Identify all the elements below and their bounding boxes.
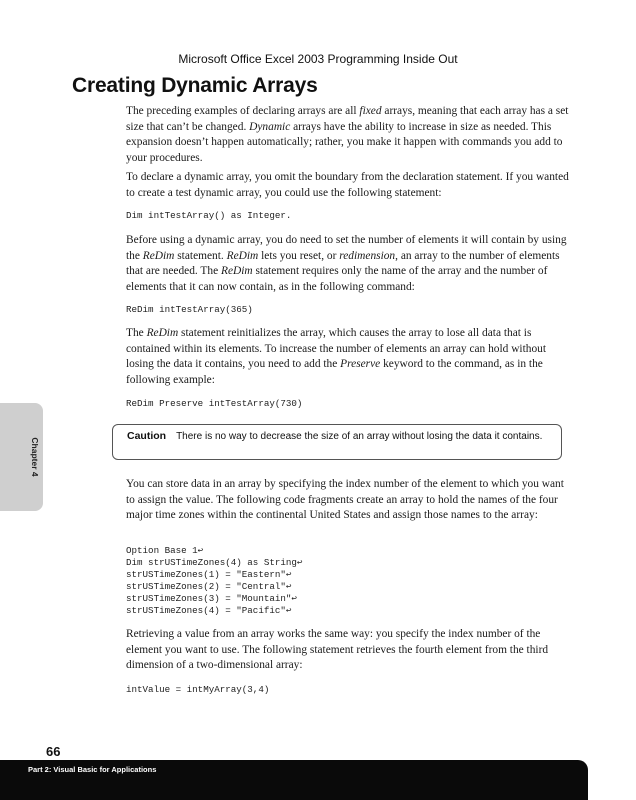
chapter-tab (0, 403, 43, 511)
code-sample-retrieve: intValue = intMyArray(3,4) (126, 684, 270, 695)
paragraph-store-data: You can store data in an array by specifying the index number of the element to which you want to assign the value. The following code fragments create an array to hold the names of the four major time zones within the continental United States and assign those names to the array: (126, 478, 564, 522)
text-run: statement requires only the name of the array and the number of elements that it can now contain, as in the following command: (126, 265, 548, 293)
page-number: 66 (46, 744, 61, 759)
emphasis-dynamic: Dynamic (249, 120, 291, 133)
code-sample-preserve: ReDim Preserve intTestArray(730) (126, 398, 303, 409)
paragraph-declare-dynamic: To declare a dynamic array, you omit the boundary from the declaration statement. If you wanted to create a test dynamic array, you could use the following statement: (126, 171, 569, 199)
text-run: statement reinitializes the array, which causes the array to lose all data that is contained within its elements. To increase the number of elements an array can hold without losing the data it contains, you need to add the (126, 327, 547, 371)
running-head: Microsoft Office Excel 2003 Programming Inside Out (178, 52, 458, 66)
footer-bar (0, 760, 588, 800)
emphasis-redimension: redimension (339, 249, 396, 262)
paragraph-preserve (126, 326, 570, 388)
text-run: , an array to the number of elements that are needed. The (126, 249, 560, 278)
text-run: lets you reset, or (258, 249, 340, 262)
emphasis-fixed: fixed (359, 105, 382, 117)
text-run: Before using a dynamic array, you do need to set the number of elements it will contain by using the (126, 234, 567, 262)
emphasis-redim: ReDim (220, 265, 253, 278)
caution-text: There is no way to decrease the size of an array without losing the data it contains. (176, 431, 543, 442)
text-run: The preceding examples of declaring arrays are all (126, 105, 360, 117)
emphasis-preserve: Preserve (340, 358, 381, 371)
emphasis-redim: ReDim (226, 249, 259, 262)
section-title: Creating Dynamic Arrays (72, 74, 318, 97)
emphasis-redim: ReDim (146, 327, 179, 339)
paragraph-fixed-dynamic (126, 104, 570, 166)
code-sample-timezones: Option Base 1↩ Dim strUSTimeZones(4) as String↩ strUSTimeZones(1) = "Eastern"↩ strUSTimeZones(2) = "Central"↩ strUSTimeZones(3) = "Mountain"↩ strUSTimeZones(4) = "Pacific"↩ (126, 545, 303, 616)
text-run: keyword to the command, as in the following example: (126, 358, 543, 386)
caution-label: Caution (127, 430, 167, 442)
paragraph-retrieve: Retrieving a value from an array works the same way: you specify the index number of the element you want to use. The following statement retrieves the fourth element from the third dimension of a two-dimensional array: (126, 628, 549, 672)
paragraph-redim (126, 233, 570, 295)
part-label: Part 2: Visual Basic for Applications (28, 765, 157, 774)
emphasis-redim: ReDim (142, 249, 175, 262)
caution-note (112, 424, 562, 460)
text-run: statement. (174, 249, 227, 262)
text-run: arrays, meaning that each array has a set size that can’t be changed. (126, 105, 569, 133)
code-sample-dim: Dim intTestArray() as Integer. (126, 210, 292, 221)
text-run: arrays have the ability to increase in size as needed. This expansion doesn’t happen automatically; rather, you make it happen with commands you add to your procedures. (126, 120, 563, 164)
text-run: The (126, 327, 147, 339)
chapter-tab-label: Chapter 4 (30, 437, 40, 477)
code-sample-redim: ReDim intTestArray(365) (126, 304, 253, 315)
